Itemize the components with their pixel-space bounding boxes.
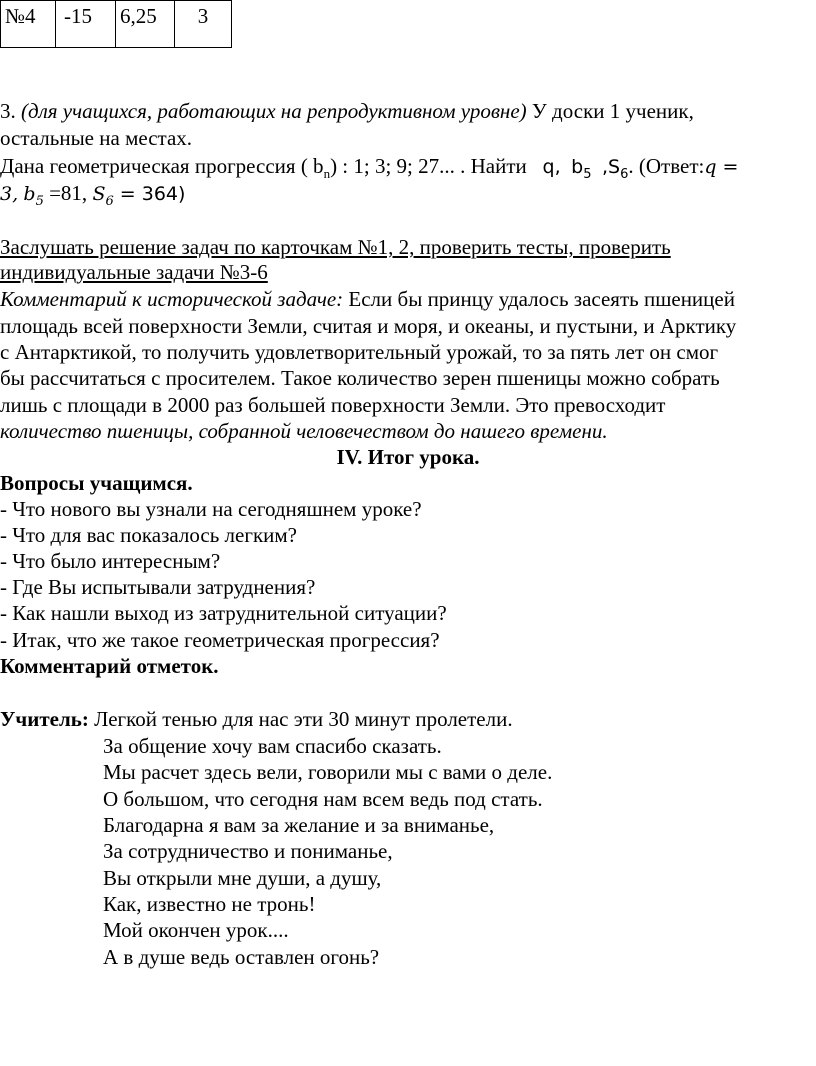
table-cell: -15 <box>56 1 116 48</box>
task3-rest: У доски 1 ученик, <box>526 99 694 123</box>
poem-line: Мой окончен урок.... <box>103 918 289 942</box>
question-item: - Что нового вы узнали на сегодняшнем уроке? <box>0 497 422 521</box>
answer-b5: $b_5$ <box>23 183 44 209</box>
comment-line2: площадь всей поверхности Земли, считая и моря, и океаны, и пустыни, и Арктику <box>0 314 737 338</box>
table-cell: 6,25 <box>116 1 175 48</box>
listen-line2: индивидуальные задачи №3-6 <box>0 260 268 284</box>
question-item: - Что было интересным? <box>0 549 221 573</box>
poem-line: Мы расчет здесь вели, говорили мы с вами о деле. <box>103 760 553 784</box>
poem-line: Благодарна я вам за желание и за вниманье, <box>103 813 495 837</box>
questions-title: Вопросы учащимся. <box>0 471 193 495</box>
marks-title: Комментарий отметок. <box>0 654 219 678</box>
comment-line6: количество пшеницы, собранной человечеством до нашего времени. <box>0 419 608 443</box>
poem-line: О большом, что сегодня нам всем ведь под стать. <box>103 787 543 811</box>
task3-line1 <box>0 98 694 125</box>
poem-line: Вы открыли мне души, а душу, <box>103 866 382 890</box>
comment-line1: Комментарий к исторической задаче: Если бы принцу удалось засеять пшеницей <box>0 287 735 311</box>
summary-heading: IV. Итог урока. <box>336 445 480 469</box>
results-table <box>0 0 232 48</box>
task3-italic-note: (для учащихся, работающих на репродуктивном уровне) <box>21 99 527 123</box>
table-cell: №4 <box>1 1 56 48</box>
comment-line4: бы рассчитаться с просителем. Такое количество зерен пшеницы можно собрать <box>0 366 720 390</box>
comment-line5: лишь с площади в 2000 раз большей поверхности Земли. Это превосходит <box>0 393 666 417</box>
task3-number: 3. <box>0 99 16 123</box>
teacher-label: Учитель: <box>0 707 89 731</box>
task3-line4: 3, $b_5 =81$, $S_6 = 364$) <box>0 181 186 209</box>
task3-line3: Дана геометрическая прогрессия ( $b_n$) : 1; 3; 9; 27... . Найти q, $b_5$ $,S_6$. (Ответ:q = <box>0 154 739 182</box>
task3-line2: остальные на местах. <box>0 126 193 150</box>
table-row <box>1 1 232 48</box>
find-s: $,S_6$ <box>602 156 629 182</box>
find-q: q, <box>542 156 561 178</box>
answer-q: q = <box>704 156 739 178</box>
find-b: $b_5$ <box>571 156 592 182</box>
answer-s6: $S_6$ <box>92 183 114 209</box>
poem-line: За сотрудничество и пониманье, <box>103 839 393 863</box>
poem-line: Как, известно не тронь! <box>103 892 316 916</box>
poem-line: За общение хочу вам спасибо сказать. <box>103 734 442 758</box>
comment-line3: с Антарктикой, то получить удовлетворительный урожай, то за пять лет он смог <box>0 340 719 364</box>
question-item: - Как нашли выход из затруднительной ситуации? <box>0 601 447 625</box>
teacher-line1: Учитель: Легкой тенью для нас эти 30 минут пролетели. <box>0 707 513 731</box>
question-item: - Итак, что же такое геометрическая прогрессия? <box>0 628 440 652</box>
listen-line1: Заслушать решение задач по карточкам №1, 2, проверить тесты, проверить <box>0 235 671 259</box>
table-cell: 3 <box>175 1 232 48</box>
question-item: - Где Вы испытывали затруднения? <box>0 575 316 599</box>
poem-line: А в душе ведь оставлен огонь? <box>103 945 380 969</box>
question-item: - Что для вас показалось легким? <box>0 523 298 547</box>
